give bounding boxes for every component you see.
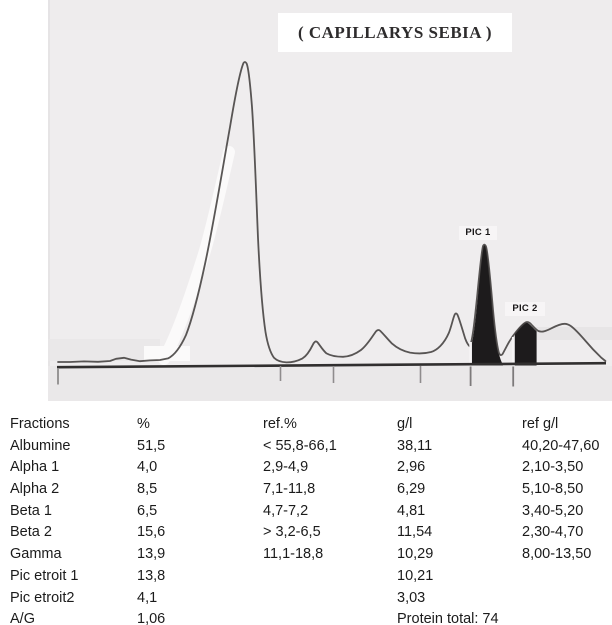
table-row-0-col3: 38,11 [397, 437, 433, 454]
table-row-6-col2 [263, 566, 397, 588]
table-row-1-col2: 2,9-4,9 [263, 459, 309, 476]
table-row-4-col1: 15,6 [137, 524, 166, 541]
table-row-3-col1: 6,5 [137, 502, 158, 519]
left-gray-band [48, 339, 160, 361]
table-row-2-col1: 8,5 [137, 481, 158, 498]
table-row-0-col1: 51,5 [137, 437, 166, 454]
below-baseline-strip [48, 366, 612, 401]
fractions-results-table [10, 414, 610, 625]
pic2-peak-label: PIC 2 [505, 302, 545, 316]
table-row-5-col1: 13,9 [137, 546, 166, 563]
table-row-7-col0: Pic etroit2 [10, 589, 75, 606]
table-row-6-col0: Pic etroit 1 [10, 567, 79, 584]
table-row-1-col4: 2,10-3,50 [522, 459, 584, 476]
table-row-8-col4 [522, 609, 610, 625]
table-row-0-col4: 40,20-47,60 [522, 437, 600, 454]
table-row-4-col2: > 3,2-6,5 [263, 524, 321, 541]
table-header-col1: % [137, 416, 150, 432]
table-row-7-col4 [522, 588, 610, 610]
table-row-2-col2: 7,1-11,8 [263, 481, 316, 498]
table-row-6-col3: 10,21 [397, 567, 434, 584]
table-row-3-col2: 4,7-7,2 [263, 502, 309, 519]
table-row-6-col1: 13,8 [137, 567, 166, 584]
table-row-3-col3: 4,81 [397, 502, 426, 519]
pic1-peak-label: PIC 1 [459, 226, 497, 240]
table-row-2-col4: 5,10-8,50 [522, 481, 584, 498]
table-header-col2: ref.% [263, 416, 297, 432]
table-row-5-col4: 8,00-13,50 [522, 546, 592, 563]
table-row-7-col3: 3,03 [397, 589, 426, 606]
table-row-5-col0: Gamma [10, 546, 62, 563]
table-row-8-col3: Protein total: 74 [397, 611, 499, 625]
table-row-0-col0: Albumine [10, 437, 71, 454]
instrument-title: ( CAPILLARYS SEBIA ) [278, 13, 512, 52]
table-header-col3: g/l [397, 416, 413, 432]
table-row-3-col0: Beta 1 [10, 502, 52, 519]
table-header-col4: ref g/l [522, 416, 559, 432]
table-row-6-col4 [522, 566, 610, 588]
table-row-3-col4: 3,40-5,20 [522, 502, 584, 519]
table-row-7-col2 [263, 588, 397, 610]
table-row-5-col3: 10,29 [397, 546, 434, 563]
table-row-1-col3: 2,96 [397, 459, 426, 476]
table-row-4-col0: Beta 2 [10, 524, 52, 541]
table-row-4-col3: 11,54 [397, 524, 433, 541]
table-row-8-col0: A/G [10, 611, 35, 625]
table-row-1-col1: 4,0 [137, 459, 158, 476]
table-row-2-col0: Alpha 2 [10, 481, 60, 498]
table-row-8-col2 [263, 609, 397, 625]
table-row-5-col2: 11,1-18,8 [263, 546, 324, 563]
table-row-1-col0: Alpha 1 [10, 459, 60, 476]
table-row-2-col3: 6,29 [397, 481, 426, 498]
table-row-4-col4: 2,30-4,70 [522, 524, 584, 541]
table-row-7-col1: 4,1 [137, 589, 158, 606]
table-header-col0: Fractions [10, 416, 70, 432]
table-row-8-col1: 1,06 [137, 611, 166, 625]
table-row-0-col2: < 55,8-66,1 [263, 437, 337, 454]
